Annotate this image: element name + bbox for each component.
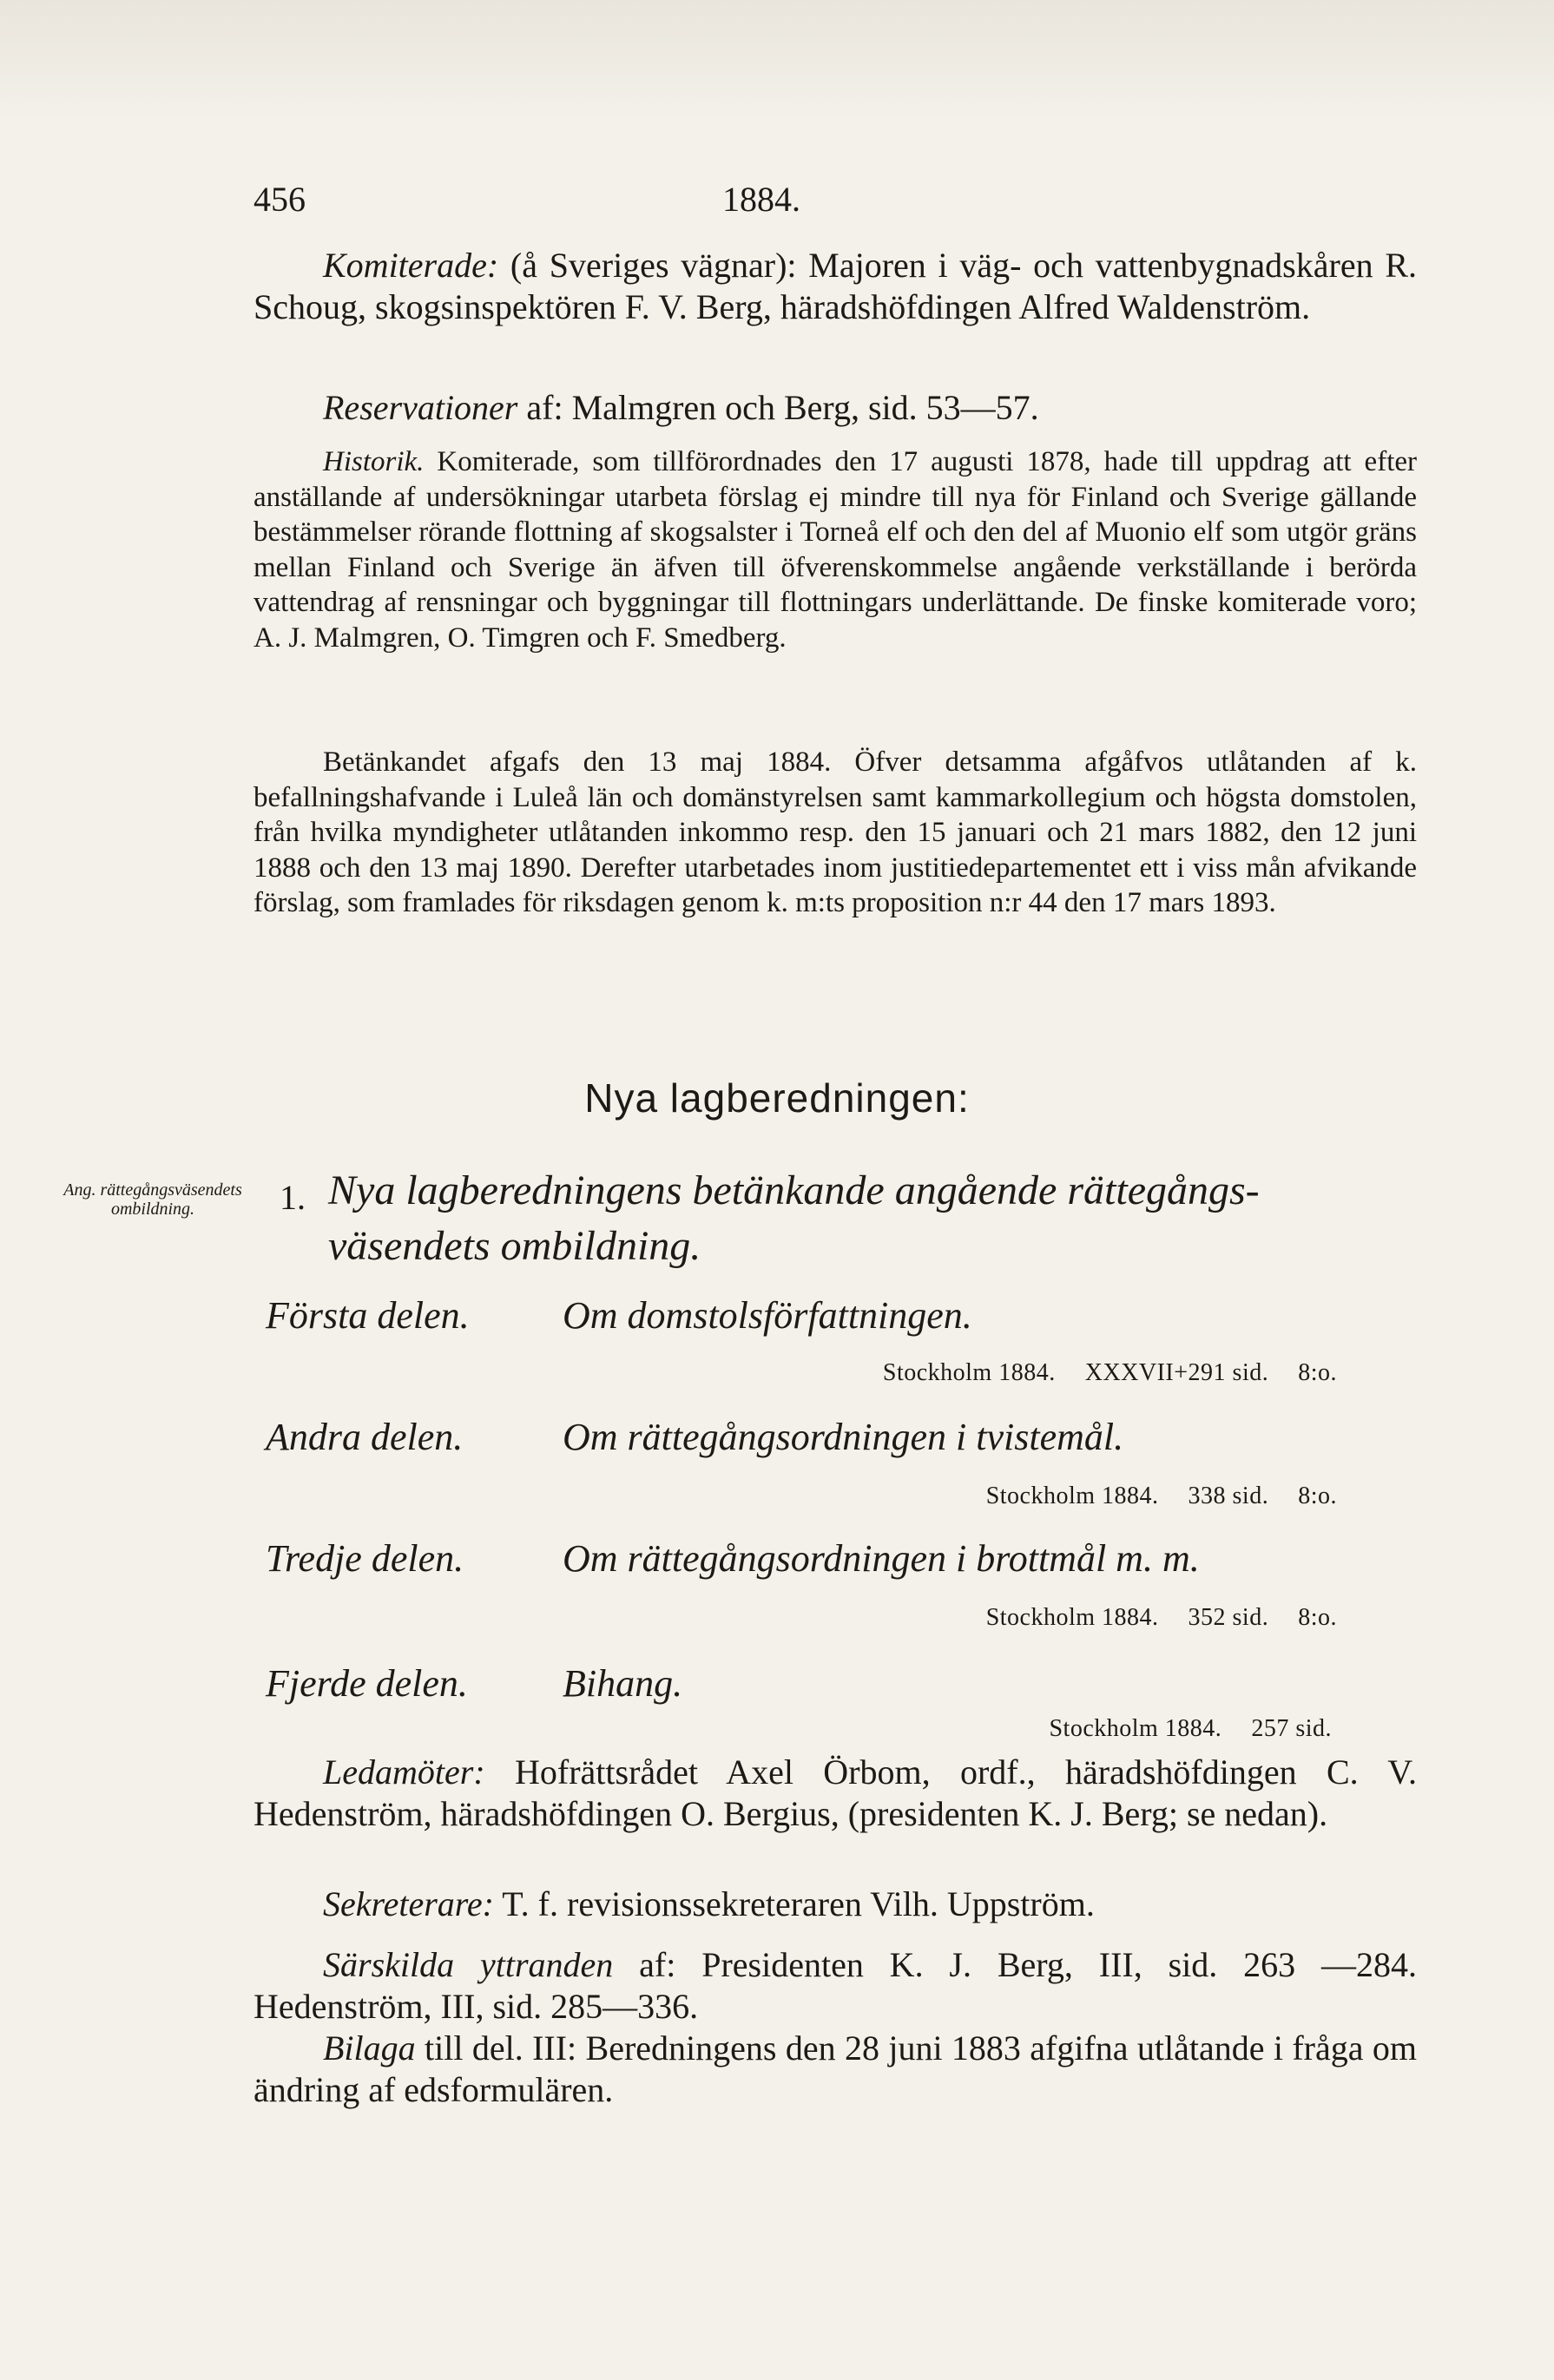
part-3-label: Tredje delen. [266,1537,464,1580]
part-4-title: Bihang. [563,1662,683,1705]
margin-note: Ang. rättegångsväsendets ombildning. [63,1180,242,1219]
historik-text: Komiterade, som tillförordnades den 17 augusti 1878, hade till uppdrag att efter anställande af undersökningar utarbeta förslag ej mindre till nya för Finland och Sverige gällande bestämmelser rörande flottning af skogsalster i Torneå elf och den del af Muonio elf som utgör gräns mellan Finland och Sverige än äfven till öfverenskommelse angående verkställande i berörda vattendrag af rensningar och byggningar till flottningars underlättande. De finske komiterade voro; A. J. Malmgren, O. Timgren och F. Smedberg. [254,446,1417,654]
betankandet-paragraph: Betänkandet afgafs den 13 maj 1884. Öfver detsamma afgåfvos utlåtanden af k. befallningshafvande i Luleå län och domänstyrelsen samt kammarkollegium och högsta domstolen, från hvilka myndigheter utlåtanden inkommo resp. den 15 januari och 21 mars 1882, den 12 juni 1888 och den 13 maj 1890. Derefter utarbetades inom justitiedepartementet ett i viss mån afvikande förslag, som framlades för riksdagen genom k. m:ts proposition n:r 44 den 17 mars 1893. [254,746,1417,918]
section-heading: Nya lagberedningen: [584,1075,970,1121]
sekreterare-paragraph [254,1884,1417,1925]
part-3-place: Stockholm 1884. [985,1604,1159,1631]
part-1-format: 8:o. [1298,1359,1337,1386]
item-number: 1. [280,1178,306,1217]
part-1-label: Första delen. [266,1294,470,1337]
part-2-title: Om rättegångsordningen i tvistemål. [563,1416,1124,1458]
part-2-pages: 338 sid. [1188,1483,1269,1509]
part-4-pages: 257 sid. [1251,1715,1332,1742]
historik-paragraph [254,444,1417,655]
sekreterare-text: T. f. revisionssekreteraren Vilh. Uppström. [493,1884,1095,1923]
part-3-title: Om rättegångsordningen i brottmål m. m. [563,1537,1200,1580]
part-1-title: Om domstolsförfattningen. [563,1294,972,1337]
bilaga-paragraph [254,2028,1417,2111]
historik-label: Historik. [323,446,425,477]
part-2-label: Andra delen. [266,1416,464,1458]
part-3-pages: 352 sid. [1188,1604,1269,1631]
sarskilda-paragraph [254,1944,1417,2028]
komiterade-label: Komiterade: [323,246,499,285]
part-2-place: Stockholm 1884. [985,1483,1159,1509]
reservationer-paragraph [254,387,1417,429]
ledamoter-text: Hofrättsrådet Axel Örbom, ordf., häradshöfdingen C. V. Hedenström, häradshöfdingen O. Bergius, (presidenten K. J. Berg; se nedan). [254,1752,1417,1833]
part-1-place: Stockholm 1884. [882,1359,1056,1386]
part-2-publication [986,1483,1337,1510]
part-3-publication [986,1604,1337,1632]
komiterade-text: (å Sveriges vägnar): Majoren i väg- och vattenbygnadskåren R. Schoug, skogsinspektören F. V. Berg, häradshöfdingen Alfred Waldenström. [254,246,1417,326]
part-4-place: Stockholm 1884. [1049,1715,1222,1742]
page-header [254,179,1417,231]
ledamoter-paragraph [254,1752,1417,1835]
sarskilda-label: Särskilda yttranden [323,1945,614,1984]
part-2-format: 8:o. [1298,1483,1337,1509]
part-1-pages: XXXVII+291 sid. [1084,1359,1269,1386]
bilaga-label: Bilaga [323,2028,416,2068]
report-title-line-1: Nya lagberedningens betänkande angående rättegångs- [328,1167,1260,1213]
page-number: 456 [254,180,306,219]
ledamoter-label: Ledamöter: [323,1752,485,1792]
part-1-publication [883,1359,1337,1387]
scan-shading [0,0,1554,122]
header-year: 1884. [722,180,800,219]
bilaga-text: till del. III: Beredningens den 28 juni 1883 afgifna utlåtande i fråga om ändring af edsformulären. [254,2028,1417,2109]
reservationer-label: Reservationer [323,388,518,427]
reservationer-text: af: Malmgren och Berg, sid. 53—57. [517,388,1039,427]
part-3-format: 8:o. [1298,1604,1337,1631]
sarskilda-text: af: Presidenten K. J. Berg, III, sid. 263 —284. Hedenström, III, sid. 285—336. [254,1945,1417,2026]
sekreterare-label: Sekreterare: [323,1884,494,1923]
part-4-label: Fjerde delen. [266,1662,468,1705]
part-4-publication [1049,1715,1332,1743]
report-title-line-2: väsendets ombildning. [328,1223,701,1269]
komiterade-paragraph [254,245,1417,328]
